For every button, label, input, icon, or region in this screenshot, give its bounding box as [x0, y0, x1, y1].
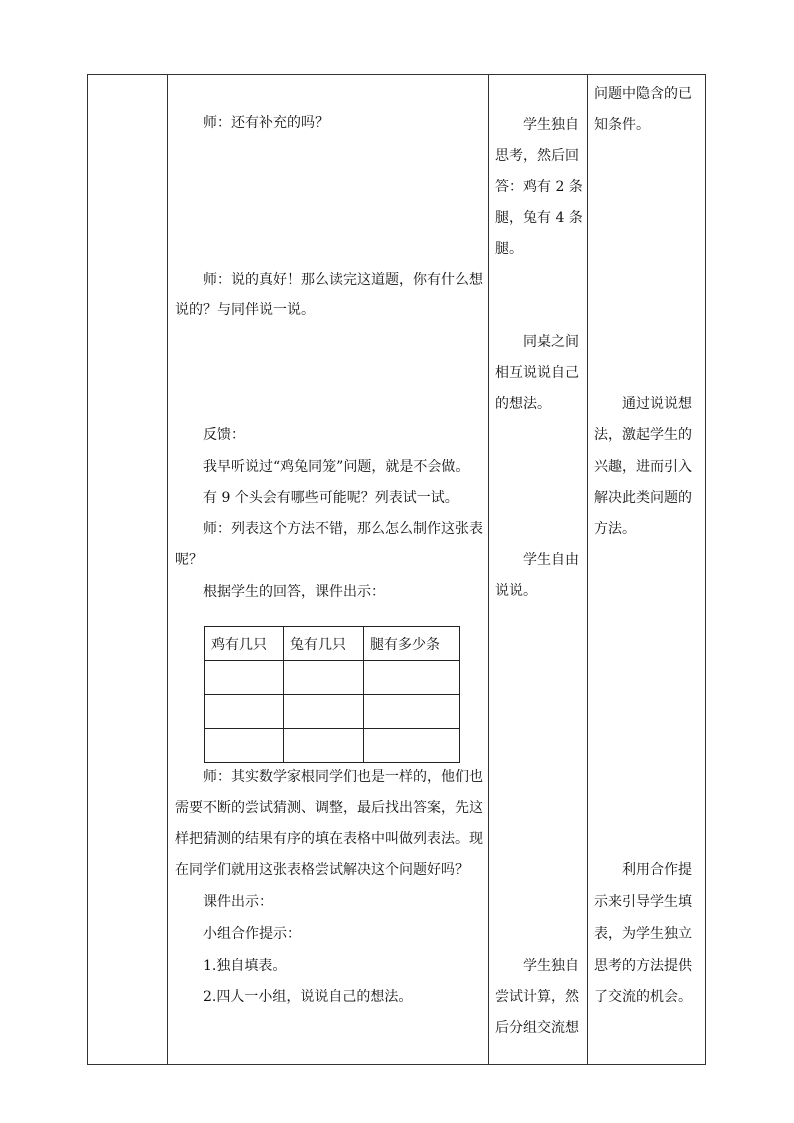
table-cell [284, 729, 364, 763]
intent-3-line-5: 了交流的机会。 [594, 989, 692, 1005]
student-activity-1-line-2: 思考，然后回 [495, 148, 579, 164]
teacher-question-2-line-1: 师：说的真好！那么读完这道题，你有什么想 [203, 272, 483, 288]
group-hint-1: 1.独自填表。 [203, 958, 287, 974]
intent-2-line-2: 法，激起学生的 [594, 427, 692, 443]
table-cell [205, 729, 284, 763]
student-activity-2-line-1: 同桌之间 [523, 334, 579, 350]
student-activity-4-line-2: 尝试计算，然 [495, 989, 579, 1005]
teacher-question-3-line-1: 师：列表这个方法不错，那么怎么制作这张表 [203, 521, 483, 537]
intent-2-line-3: 兴趣，进而引入 [594, 459, 692, 475]
paragraph-line-4: 在同学们就用这张表格尝试解决这个问题好吗？ [175, 862, 469, 878]
table-cell [284, 695, 364, 729]
table-header-cell: 腿有多少条 [364, 627, 460, 661]
feedback-label: 反馈： [203, 427, 245, 443]
table-cell [205, 661, 284, 695]
student-activity-2-line-2: 相互说说自己 [495, 365, 579, 381]
table-cell [205, 695, 284, 729]
table-header-cell: 鸡有几只 [205, 627, 284, 661]
table-cell [364, 661, 460, 695]
intent-3-line-4: 思考的方法提供 [594, 958, 692, 974]
feedback-line-1: 我早听说过“鸡兔同笼”问题，就是不会做。 [203, 459, 470, 475]
student-activity-2-line-3: 的想法。 [495, 396, 551, 412]
student-activity-1-line-3: 答：鸡有 2 条 [495, 179, 583, 195]
table-header-row [205, 627, 460, 661]
courseware-show: 课件出示： [203, 894, 273, 910]
student-activity-3-line-1: 学生自由 [523, 552, 579, 568]
student-activity-1-line-4: 腿，兔有 4 条 [495, 210, 583, 226]
table-cell [364, 729, 460, 763]
paragraph-line-1: 师：其实数学家根同学们也是一样的，他们也 [203, 769, 483, 785]
intent-2-line-1: 通过说说想 [622, 396, 692, 412]
column-divider-2 [488, 74, 489, 1065]
teacher-question-2-line-2: 说的？与同伴说一说。 [175, 302, 315, 318]
student-activity-1-line-5: 腿。 [495, 241, 523, 257]
intent-2-line-5: 方法。 [594, 521, 636, 537]
teacher-question-1: 师：还有补充的吗？ [203, 115, 329, 131]
intent-3-line-1: 利用合作提 [622, 862, 692, 878]
table-row [205, 695, 460, 729]
column-divider-3 [587, 74, 588, 1065]
intent-2-line-4: 解决此类问题的 [594, 490, 692, 506]
student-activity-4-line-3: 后分组交流想 [495, 1020, 579, 1036]
intent-3-line-3: 表，为学生独立 [594, 926, 692, 942]
paragraph-line-2: 需要不断的尝试猜测、调整，最后找出答案，先这 [175, 800, 483, 816]
table-header-cell: 兔有几只 [284, 627, 364, 661]
table-row [205, 729, 460, 763]
intent-3-line-2: 示来引导学生填 [594, 894, 692, 910]
group-hint-2: 2.四人一小组，说说自己的想法。 [203, 989, 413, 1005]
intent-1-line-2: 知条件。 [594, 117, 650, 133]
courseware-intro: 根据学生的回答，课件出示： [203, 584, 385, 600]
student-activity-3-line-2: 说说。 [495, 583, 537, 599]
guess-table [204, 626, 460, 763]
table-cell [364, 695, 460, 729]
column-divider-1 [167, 74, 168, 1065]
student-activity-1-line-1: 学生独自 [523, 117, 579, 133]
table-cell [284, 661, 364, 695]
intent-1-line-1: 问题中隐含的已 [594, 86, 692, 102]
student-activity-4-line-1: 学生独自 [523, 958, 579, 974]
group-hint-title: 小组合作提示： [203, 926, 301, 942]
paragraph-line-3: 样把猜测的结果有序的填在表格中叫做列表法。现 [175, 831, 483, 847]
table-row [205, 661, 460, 695]
teacher-question-3-line-2: 呢？ [175, 552, 203, 568]
feedback-line-2: 有 9 个头会有哪些可能呢？列表试一试。 [203, 490, 459, 506]
